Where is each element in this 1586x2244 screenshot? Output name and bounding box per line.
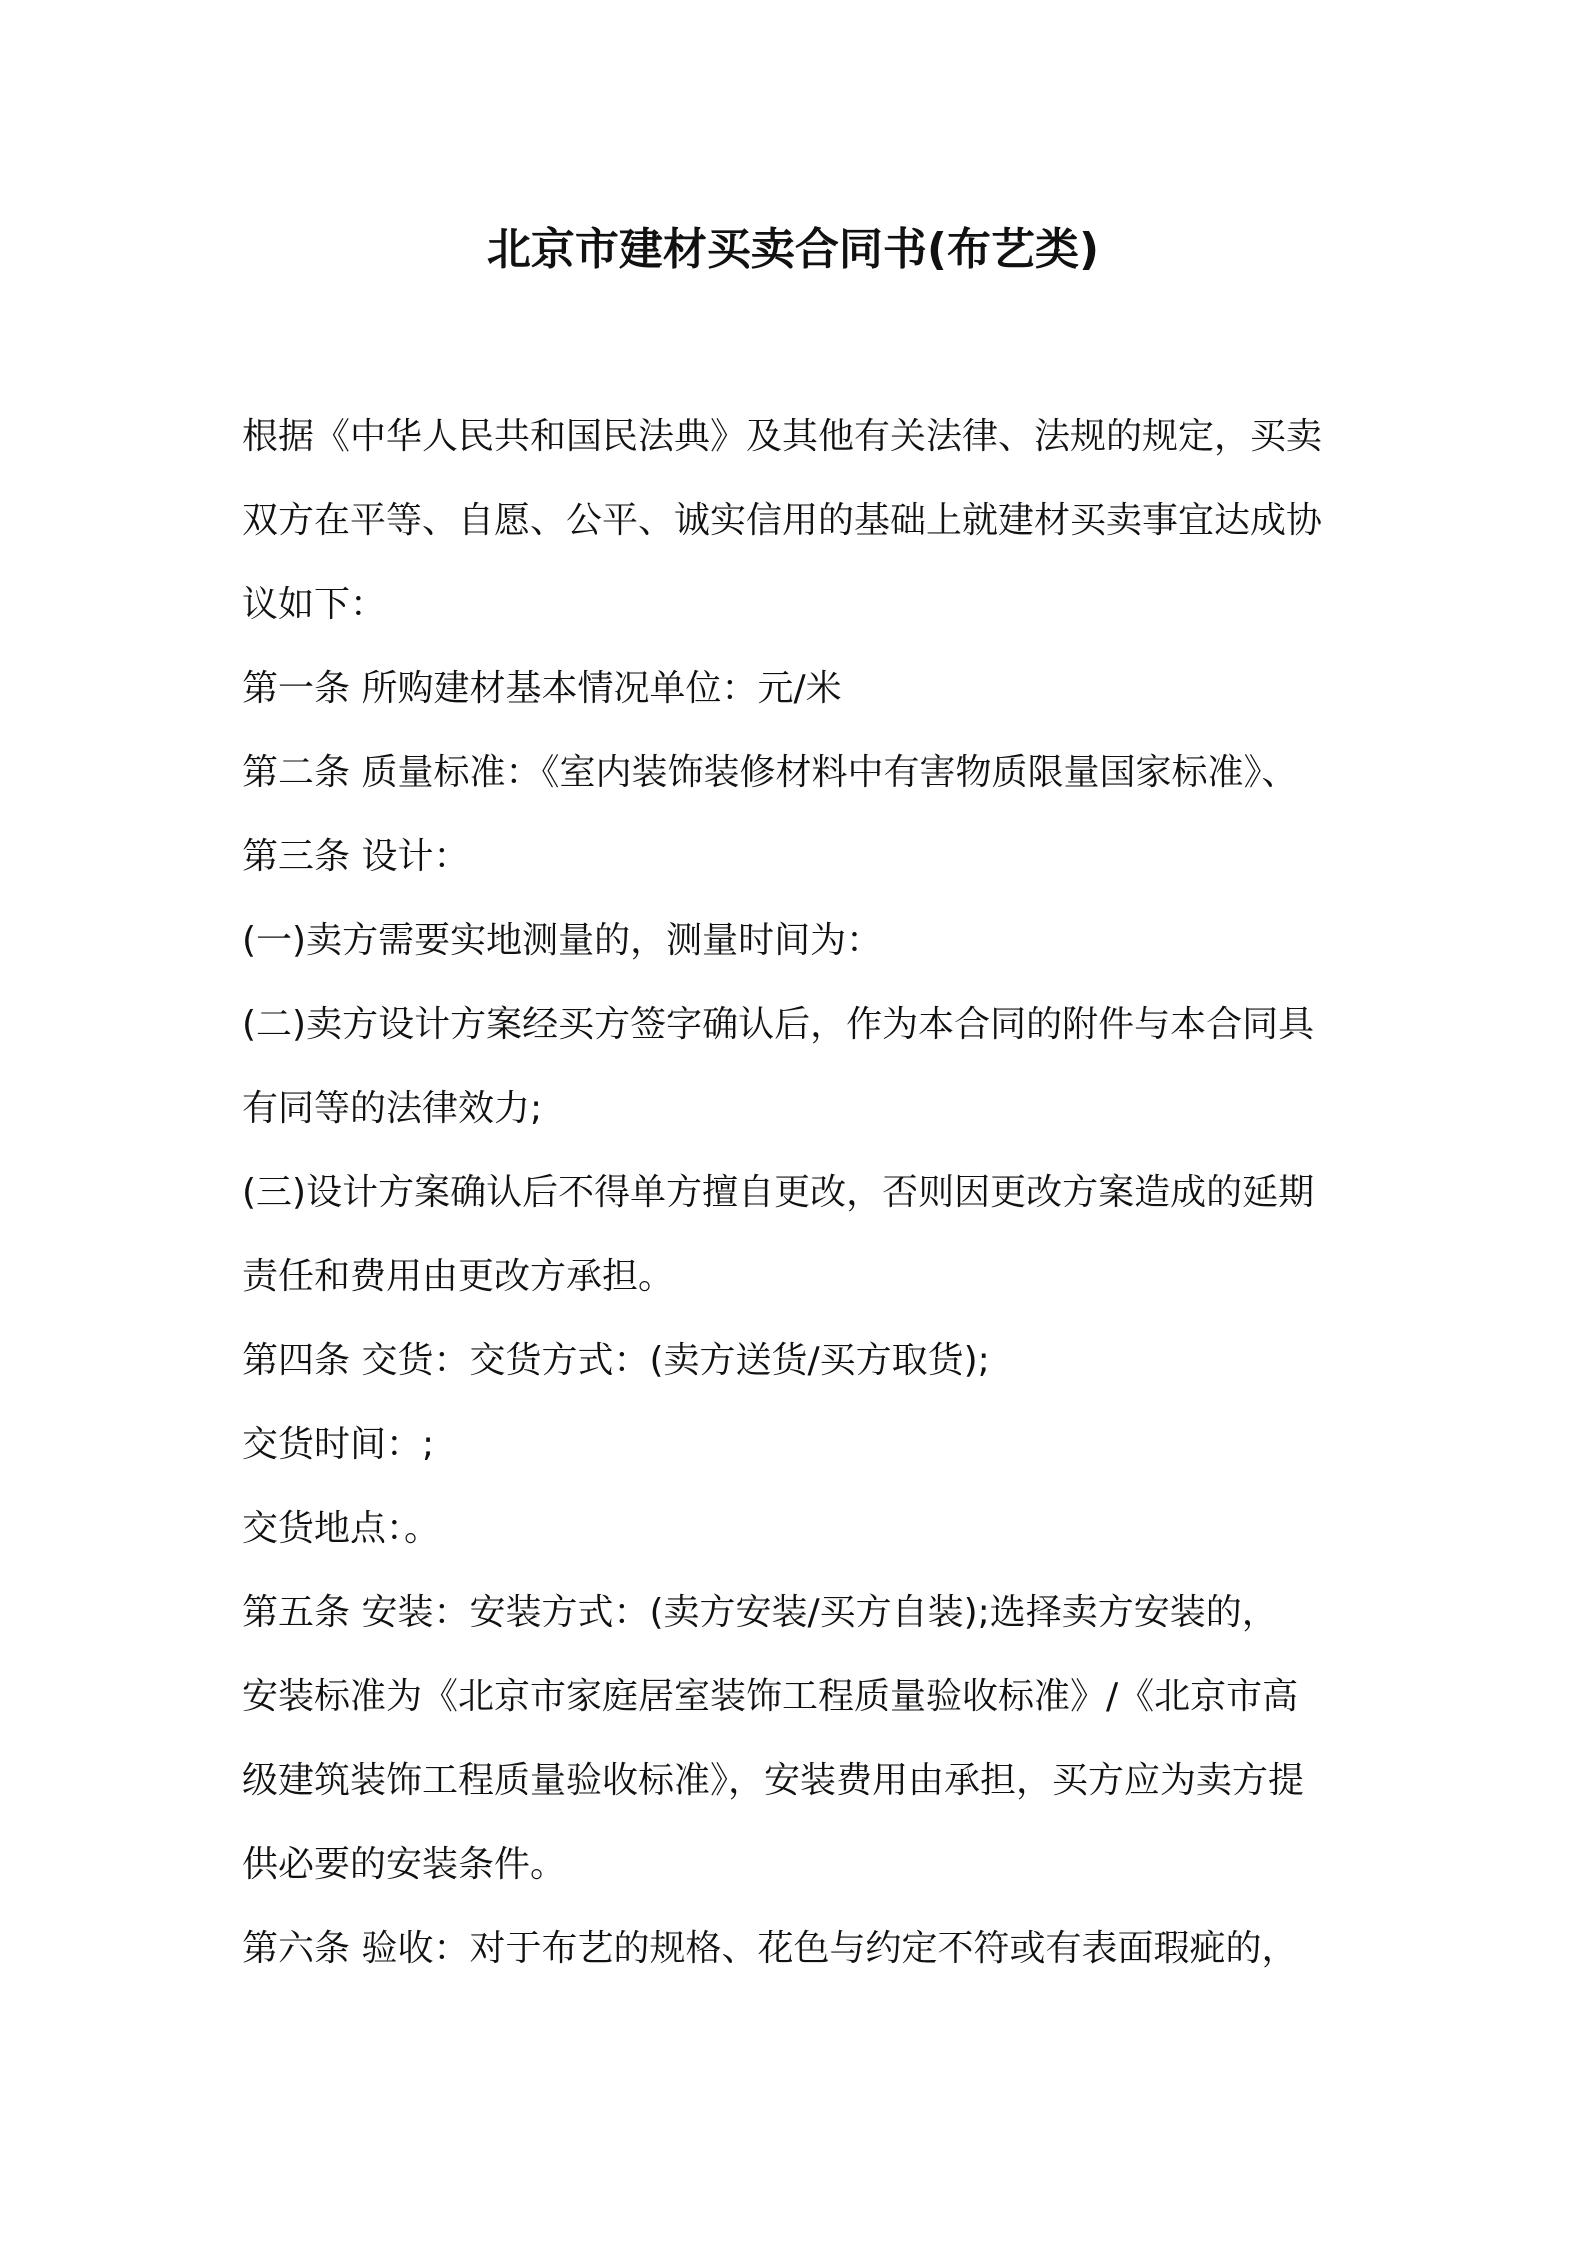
document-body: [242, 395, 1362, 1991]
document-title: 北京市建材买卖合同书(布艺类): [486, 224, 1100, 275]
paragraph-line: 根据《中华人民共和国民法典》及其他有关法律、法规的规定，买卖: [242, 416, 1323, 457]
article-5-line: 第五条 安装：安装方式：(卖方安装/买方自装);选择卖方安装的，: [242, 1592, 1278, 1633]
paragraph-line: 供必要的安装条件。: [242, 1844, 567, 1885]
paragraph-line: 议如下：: [242, 584, 387, 625]
paragraph-line: (二)卖方设计方案经买方签字确认后，作为本合同的附件与本合同具: [242, 1004, 1315, 1045]
article-1-line: 第一条 所购建材基本情况单位：元/米: [242, 668, 842, 709]
paragraph-line: 交货地点：。: [242, 1508, 441, 1549]
paragraph-line: (一)卖方需要实地测量的，测量时间为：: [242, 920, 883, 961]
paragraph-line: 有同等的法律效力;: [242, 1088, 543, 1129]
paragraph-line: (三)设计方案确认后不得单方擅自更改，否则因更改方案造成的延期: [242, 1172, 1315, 1213]
paragraph-line: 级建筑装饰工程质量验收标准》，安装费用由承担，买方应为卖方提: [242, 1760, 1305, 1801]
article-3-line: 第三条 设计：: [242, 836, 470, 877]
article-4-line: 第四条 交货：交货方式：(卖方送货/买方取货);: [242, 1340, 990, 1381]
paragraph-line: 交货时间：;: [242, 1424, 435, 1465]
article-6-line: 第六条 验收：对于布艺的规格、花色与约定不符或有表面瑕疵的，: [242, 1928, 1298, 1969]
paragraph-line: 责任和费用由更改方承担。: [242, 1256, 675, 1297]
paragraph-line: 双方在平等、自愿、公平、诚实信用的基础上就建材买卖事宜达成协: [242, 500, 1323, 541]
article-2-line: 第二条 质量标准：《室内装饰装修材料中有害物质限量国家标准》、: [242, 752, 1298, 793]
paragraph-line: 安装标准为《北京市家庭居室装饰工程质量验收标准》/《北京市高: [242, 1676, 1299, 1717]
